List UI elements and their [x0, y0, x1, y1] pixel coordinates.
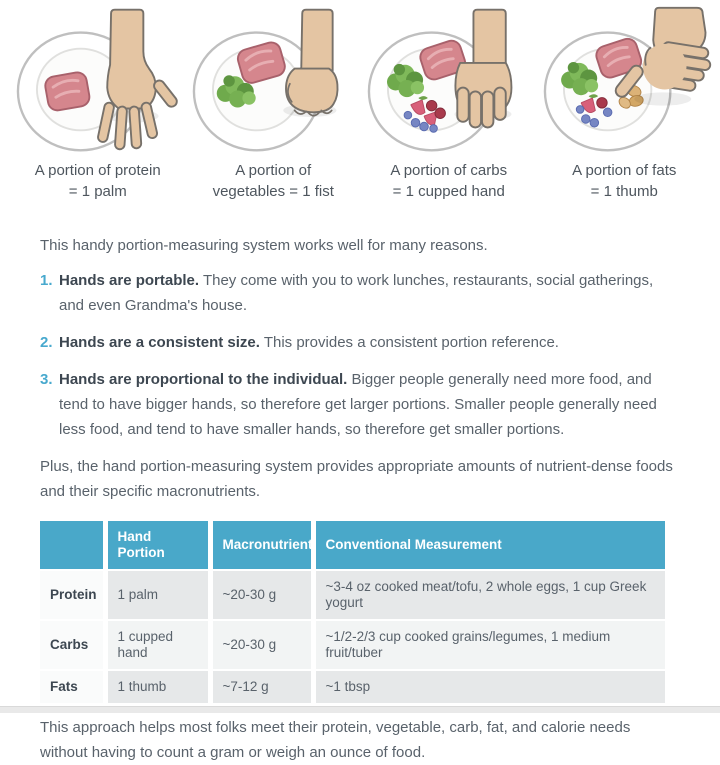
figure-fats — [537, 4, 713, 202]
list-item-lead: Hands are a consistent size. — [59, 334, 260, 351]
list-number: 3. — [40, 371, 53, 388]
next-section-divider — [0, 706, 720, 713]
row-label-protein: Protein — [40, 570, 105, 620]
article-body — [0, 233, 720, 765]
protein-hand-portion: 1 palm — [105, 570, 210, 620]
list-item-rest: This provides a consistent portion reference. — [263, 334, 559, 351]
reasons-list — [40, 268, 682, 442]
row-label-fats: Fats — [40, 670, 105, 704]
list-item-lead: Hands are portable. — [59, 272, 200, 289]
list-item-text — [59, 367, 682, 442]
row-label-carbs: Carbs — [40, 620, 105, 670]
palm-hand-icon — [97, 10, 179, 150]
intro-paragraph: This handy portion-measuring system works well for many reasons. — [40, 237, 488, 254]
figure-protein — [10, 4, 186, 202]
list-item-text — [59, 330, 682, 355]
caption-line: A portion of carbs — [390, 162, 508, 179]
cupped-hand-icon — [455, 10, 511, 128]
list-item-2 — [40, 330, 682, 355]
caption-line: A portion of — [235, 162, 312, 179]
table-row-protein — [40, 570, 665, 620]
plus-paragraph: Plus, the hand portion-measuring system provides appropriate amounts of nutrient-dense foods and their specific macronutrients. — [40, 458, 673, 500]
caption-line: A portion of fats — [572, 162, 677, 179]
caption-line: = 1 palm — [68, 183, 127, 200]
list-number: 2. — [40, 334, 53, 351]
figure-caption-carbs — [361, 160, 537, 202]
table-header-hand-portion: Hand Portion — [105, 521, 210, 570]
palm-portion-illustration — [10, 4, 186, 156]
caption-line: = 1 cupped hand — [392, 183, 505, 200]
list-item-lead: Hands are proportional to the individual. — [59, 371, 348, 388]
list-item-rest: Bigger people generally need more food, and tend to have bigger hands, so therefore get larger portions. Smaller people generally need less food, and tend to have smaller hands, so therefore get smaller portions. — [59, 371, 657, 438]
list-item-1 — [40, 268, 682, 318]
table-row-fats — [40, 670, 665, 704]
thumb-portion-illustration — [537, 4, 713, 156]
table-header-macronutrient: Macronutrient — [210, 521, 313, 570]
protein-macronutrient: ~20-30 g — [210, 570, 313, 620]
fist-portion-illustration — [186, 4, 362, 156]
cupped-hand-portion-illustration — [361, 4, 537, 156]
figure-caption-protein — [10, 160, 186, 202]
table-row-carbs — [40, 620, 665, 670]
figure-carbs — [361, 4, 537, 202]
table-header-empty — [40, 521, 105, 570]
list-item-rest: They come with you to work lunches, restaurants, social gatherings, and even Grandma's house. — [59, 272, 654, 314]
portion-table — [40, 521, 665, 705]
list-item-text — [59, 268, 682, 318]
portion-figures-row — [0, 0, 720, 202]
fats-conventional: ~1 tbsp — [313, 670, 665, 704]
figure-caption-fats — [537, 160, 713, 202]
carbs-hand-portion: 1 cupped hand — [105, 620, 210, 670]
table-header-conventional: Conventional Measurement — [313, 521, 665, 570]
fats-hand-portion: 1 thumb — [105, 670, 210, 704]
fats-macronutrient: ~7-12 g — [210, 670, 313, 704]
carbs-macronutrient: ~20-30 g — [210, 620, 313, 670]
figure-caption-vegetables — [186, 160, 362, 202]
table-header-row — [40, 521, 665, 570]
figure-vegetables — [186, 4, 362, 202]
caption-line: vegetables = 1 fist — [212, 183, 334, 200]
list-number: 1. — [40, 272, 53, 289]
closing-paragraph: This approach helps most folks meet their protein, vegetable, carb, fat, and calorie needs without having to count a gram or weigh an ounce of food. — [40, 719, 631, 761]
meat-icon — [44, 71, 91, 112]
caption-line: A portion of protein — [34, 162, 161, 179]
protein-conventional: ~3-4 oz cooked meat/tofu, 2 whole eggs, 1 cup Greek yogurt — [313, 570, 665, 620]
carbs-conventional: ~1/2-2/3 cup cooked grains/legumes, 1 medium fruit/tuber — [313, 620, 665, 670]
list-item-3 — [40, 367, 682, 442]
caption-line: = 1 thumb — [590, 183, 658, 200]
